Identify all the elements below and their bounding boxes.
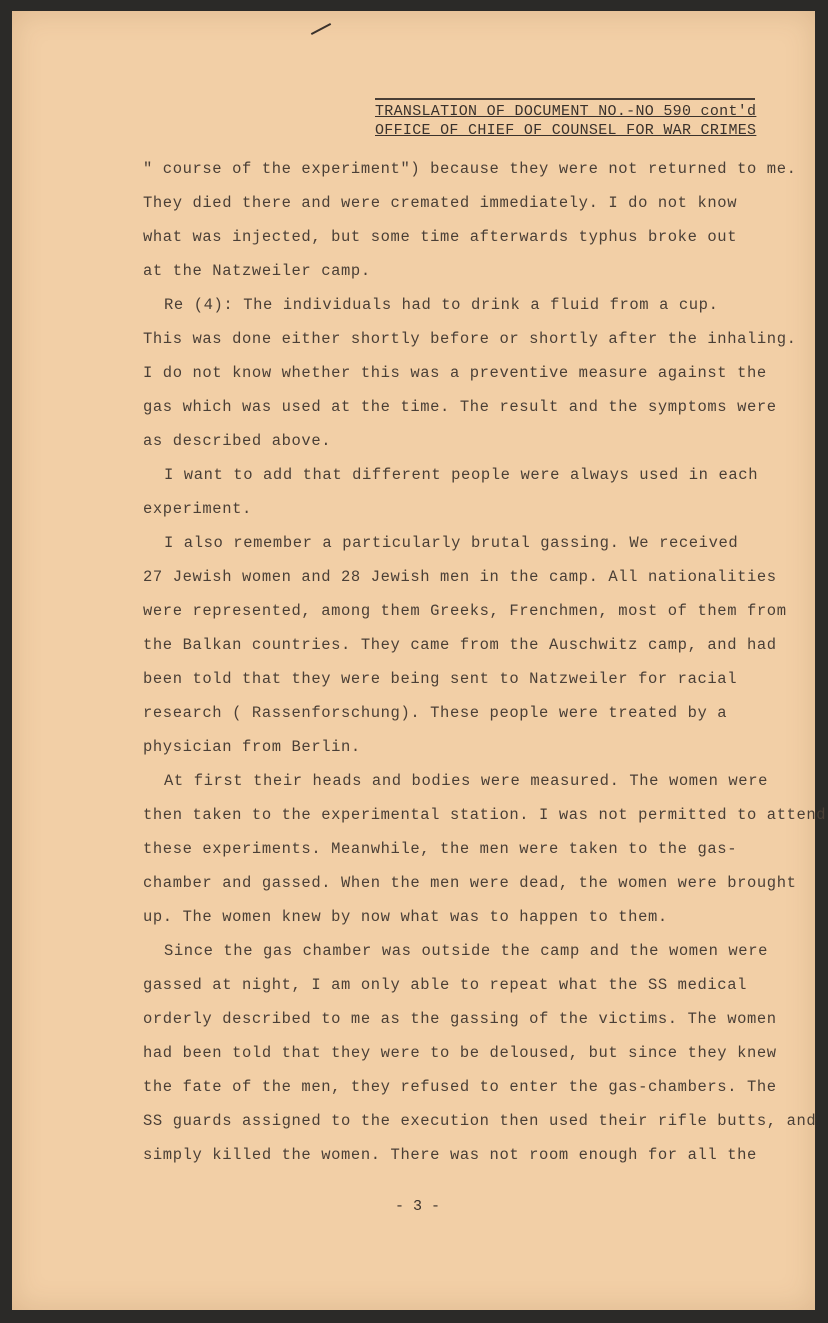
body-line: had been told that they were to be deloused, but since they knew xyxy=(143,1044,777,1062)
body-line: gassed at night, I am only able to repeat what the SS medical xyxy=(143,976,747,994)
body-line: been told that they were being sent to Natzweiler for racial xyxy=(143,670,738,688)
body-line: then taken to the experimental station. I was not permitted to attend xyxy=(143,806,827,824)
body-line: I also remember a particularly brutal gassing. We received xyxy=(164,534,739,552)
body-line: what was injected, but some time afterwards typhus broke out xyxy=(143,228,738,246)
page-number: - 3 - xyxy=(395,1198,441,1215)
body-line: physician from Berlin. xyxy=(143,738,361,756)
body-line: 27 Jewish women and 28 Jewish men in the camp. All nationalities xyxy=(143,568,777,586)
body-line: orderly described to me as the gassing of the victims. The women xyxy=(143,1010,777,1028)
body-line: simply killed the women. There was not room enough for all the xyxy=(143,1146,757,1164)
body-line: " course of the experiment") because they were not returned to me. xyxy=(143,160,797,178)
body-line: Since the gas chamber was outside the camp and the women were xyxy=(164,942,768,960)
body-line: experiment. xyxy=(143,500,252,518)
body-line: SS guards assigned to the execution then used their rifle butts, and xyxy=(143,1112,817,1130)
document-header xyxy=(375,98,755,140)
header-line-translation: TRANSLATION OF DOCUMENT NO.-NO 590 cont'd xyxy=(375,103,757,120)
body-line: They died there and were cremated immediately. I do not know xyxy=(143,194,738,212)
body-line: chamber and gassed. When the men were dead, the women were brought xyxy=(143,874,797,892)
body-line: I do not know whether this was a preventive measure against the xyxy=(143,364,767,382)
body-line: up. The women knew by now what was to happen to them. xyxy=(143,908,668,926)
body-line: at the Natzweiler camp. xyxy=(143,262,371,280)
body-line: This was done either shortly before or shortly after the inhaling. xyxy=(143,330,797,348)
body-line: the Balkan countries. They came from the Auschwitz camp, and had xyxy=(143,636,777,654)
body-line: research ( Rassenforschung). These people were treated by a xyxy=(143,704,728,722)
body-line: Re (4): The individuals had to drink a fluid from a cup. xyxy=(164,296,719,314)
body-line: gas which was used at the time. The result and the symptoms were xyxy=(143,398,777,416)
body-line: At first their heads and bodies were measured. The women were xyxy=(164,772,768,790)
header-line-office: OFFICE OF CHIEF OF COUNSEL FOR WAR CRIMES xyxy=(375,122,757,139)
body-line: were represented, among them Greeks, Frenchmen, most of them from xyxy=(143,602,787,620)
body-line: as described above. xyxy=(143,432,332,450)
body-line: these experiments. Meanwhile, the men were taken to the gas- xyxy=(143,840,738,858)
body-line: I want to add that different people were always used in each xyxy=(164,466,759,484)
body-line: the fate of the men, they refused to enter the gas-chambers. The xyxy=(143,1078,777,1096)
